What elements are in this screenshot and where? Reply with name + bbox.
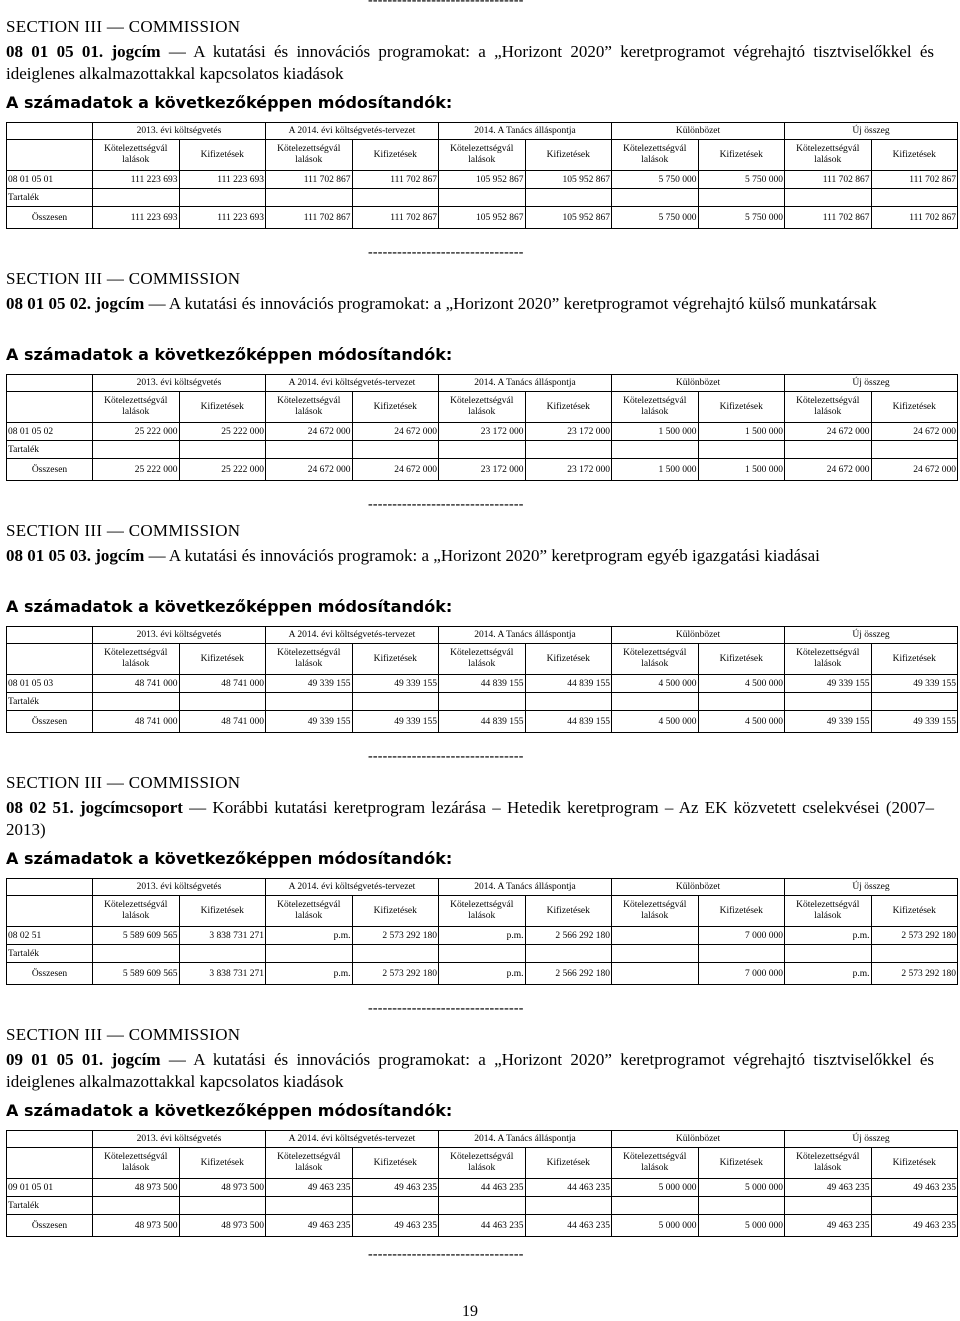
header-payments: Kifizetések [525, 896, 612, 927]
total-value: 48 741 000 [93, 711, 180, 733]
separator-dashes: -------------------------------- [368, 1001, 524, 1016]
cell-value: 48 741 000 [179, 675, 266, 693]
header-group: Új összeg [785, 123, 958, 140]
total-label: Összesen [7, 963, 93, 985]
section-title: SECTION III — COMMISSION [6, 269, 241, 288]
separator-dashes: -------------------------------- [368, 245, 524, 260]
total-value: 2 573 292 180 [871, 963, 958, 985]
budget-line-title: A kutatási és innovációs programokat: a „Horizont 2020” keretprogramot végrehajtó külső munkatársak [168, 294, 877, 313]
cell-value: 111 223 693 [93, 171, 180, 189]
budget-line-code: 09 01 05 01. [6, 1050, 104, 1069]
header-payments: Kifizetések [871, 140, 958, 171]
header-group: 2014. A Tanács álláspontja [439, 1131, 612, 1148]
header-corner [7, 896, 93, 927]
cell-value: 49 339 155 [352, 675, 439, 693]
total-value: 24 672 000 [352, 459, 439, 481]
total-value: 49 463 235 [871, 1215, 958, 1237]
total-value: 48 973 500 [179, 1215, 266, 1237]
total-value: 44 839 155 [439, 711, 526, 733]
total-value [612, 963, 699, 985]
header-group: A 2014. évi költségvetés-tervezet [266, 627, 439, 644]
total-value: 49 463 235 [785, 1215, 872, 1237]
cell-value: 49 339 155 [266, 675, 353, 693]
row-label: 08 02 51 [7, 927, 93, 945]
header-payments: Kifizetések [698, 644, 785, 675]
cell-value: 7 000 000 [698, 927, 785, 945]
table-row [7, 171, 958, 189]
budget-line-kind: jogcím [95, 546, 145, 565]
total-value: 49 339 155 [785, 711, 872, 733]
cell-value: 24 672 000 [871, 423, 958, 441]
total-value: 5 589 609 565 [93, 963, 180, 985]
cell-value: 48 973 500 [179, 1179, 266, 1197]
header-row-groups [7, 123, 958, 140]
cell-value: 5 750 000 [612, 171, 699, 189]
header-group: Különbözet [612, 123, 785, 140]
total-value: 4 500 000 [612, 711, 699, 733]
cell-value: 44 839 155 [439, 675, 526, 693]
header-row-groups [7, 1131, 958, 1148]
cell-value: 23 172 000 [525, 423, 612, 441]
total-value: 1 500 000 [698, 459, 785, 481]
total-label: Összesen [7, 711, 93, 733]
cell-value: 49 463 235 [871, 1179, 958, 1197]
header-group: 2013. évi költségvetés [93, 627, 266, 644]
budget-table [6, 1130, 958, 1237]
page-number: 19 [462, 1303, 478, 1320]
header-commitments: Kötelezettségvál lalások [785, 1148, 872, 1179]
reserve-row [7, 945, 958, 963]
header-row-groups [7, 627, 958, 644]
cell-value: 25 222 000 [93, 423, 180, 441]
budget-line-code: 08 01 05 02. [6, 294, 91, 313]
total-value: 23 172 000 [525, 459, 612, 481]
cell-value: 4 500 000 [612, 675, 699, 693]
header-corner [7, 375, 93, 392]
header-commitments: Kötelezettségvál lalások [785, 140, 872, 171]
header-payments: Kifizetések [352, 1148, 439, 1179]
cell-value: 111 702 867 [871, 171, 958, 189]
total-value: 111 702 867 [785, 207, 872, 229]
header-commitments: Kötelezettségvál lalások [612, 1148, 699, 1179]
total-value: 1 500 000 [612, 459, 699, 481]
total-value: p.m. [785, 963, 872, 985]
header-group: 2014. A Tanács álláspontja [439, 375, 612, 392]
modification-note: A számadatok a következőképpen módosítandók: [6, 1101, 453, 1120]
section-title: SECTION III — COMMISSION [6, 521, 241, 540]
total-value: 24 672 000 [785, 459, 872, 481]
header-commitments: Kötelezettségvál lalások [266, 140, 353, 171]
separator-dashes: -------------------------------- [368, 497, 524, 512]
header-group: A 2014. évi költségvetés-tervezet [266, 1131, 439, 1148]
header-payments: Kifizetések [179, 896, 266, 927]
cell-value: 25 222 000 [179, 423, 266, 441]
header-commitments: Kötelezettségvál lalások [439, 896, 526, 927]
reserve-row [7, 189, 958, 207]
header-row-sub [7, 140, 958, 171]
header-corner [7, 123, 93, 140]
header-payments: Kifizetések [179, 644, 266, 675]
budget-line-heading: 08 01 05 03. jogcím — A kutatási és innovációs programok: a „Horizont 2020” keretprogram egyéb igazgatási kiadásai [6, 546, 820, 565]
total-value: 111 702 867 [266, 207, 353, 229]
header-payments: Kifizetések [698, 1148, 785, 1179]
cell-value: 105 952 867 [439, 171, 526, 189]
budget-line-heading: 09 01 05 01. jogcím — A kutatási és innovációs programokat: a „Horizont 2020” keretprogramot végrehajtó tisztviselőkkel és ideiglenes alkalmazottakkal kapcsolatos kiadások [6, 1050, 935, 1091]
budget-line-title: Korábbi kutatási keretprogram lezárása – Hetedik keretprogram – Az EK közvetett cselekvései (2007–2013) [6, 798, 935, 839]
budget-line-code: 08 02 51. [6, 798, 74, 817]
header-commitments: Kötelezettségvál lalások [439, 140, 526, 171]
header-row-groups [7, 879, 958, 896]
total-value: 105 952 867 [439, 207, 526, 229]
header-commitments: Kötelezettségvál lalások [439, 1148, 526, 1179]
budget-line-kind: jogcímcsoport [80, 798, 183, 817]
cell-value: 44 463 235 [525, 1179, 612, 1197]
section-title: SECTION III — COMMISSION [6, 1025, 241, 1044]
reserve-row [7, 441, 958, 459]
cell-value: 5 750 000 [698, 171, 785, 189]
cell-value: 48 741 000 [93, 675, 180, 693]
total-value: 48 741 000 [179, 711, 266, 733]
header-group: Új összeg [785, 375, 958, 392]
budget-line-heading: 08 01 05 02. jogcím — A kutatási és innovációs programokat: a „Horizont 2020” keretprogramot végrehajtó külső munkatársak [6, 294, 877, 313]
cell-value: 24 672 000 [352, 423, 439, 441]
total-value: 105 952 867 [525, 207, 612, 229]
cell-value: 44 463 235 [439, 1179, 526, 1197]
header-commitments: Kötelezettségvál lalások [93, 644, 180, 675]
total-value: p.m. [266, 963, 353, 985]
header-commitments: Kötelezettségvál lalások [785, 896, 872, 927]
modification-note: A számadatok a következőképpen módosítandók: [6, 597, 453, 616]
header-payments: Kifizetések [871, 1148, 958, 1179]
header-corner [7, 1148, 93, 1179]
modification-note: A számadatok a következőképpen módosítandók: [6, 849, 453, 868]
header-row-sub [7, 644, 958, 675]
header-row-groups [7, 375, 958, 392]
total-label: Összesen [7, 459, 93, 481]
header-group: Új összeg [785, 879, 958, 896]
cell-value [612, 927, 699, 945]
total-value: 49 339 155 [871, 711, 958, 733]
section-title: SECTION III — COMMISSION [6, 773, 241, 792]
header-payments: Kifizetések [525, 392, 612, 423]
modification-note: A számadatok a következőképpen módosítandók: [6, 93, 453, 112]
total-value: 7 000 000 [698, 963, 785, 985]
total-value: 49 463 235 [266, 1215, 353, 1237]
total-value: 25 222 000 [93, 459, 180, 481]
cell-value: 49 463 235 [266, 1179, 353, 1197]
budget-line-kind: jogcím [111, 42, 161, 61]
total-value: 111 223 693 [93, 207, 180, 229]
header-commitments: Kötelezettségvál lalások [785, 392, 872, 423]
cell-value: p.m. [785, 927, 872, 945]
reserve-label: Tartalék [7, 441, 93, 459]
cell-value: 111 223 693 [179, 171, 266, 189]
cell-value: 24 672 000 [785, 423, 872, 441]
total-value: 44 463 235 [439, 1215, 526, 1237]
header-group: Különbözet [612, 1131, 785, 1148]
header-payments: Kifizetések [871, 896, 958, 927]
header-corner [7, 1131, 93, 1148]
header-commitments: Kötelezettségvál lalások [439, 644, 526, 675]
total-label: Összesen [7, 207, 93, 229]
header-payments: Kifizetések [525, 140, 612, 171]
total-row [7, 1215, 958, 1237]
budget-line-title: A kutatási és innovációs programok: a „Horizont 2020” keretprogram egyéb igazgatási kiadásai [168, 546, 820, 565]
budget-line-code: 08 01 05 03. [6, 546, 91, 565]
budget-line-code: 08 01 05 01. [6, 42, 104, 61]
header-corner [7, 392, 93, 423]
modification-note: A számadatok a következőképpen módosítandók: [6, 345, 453, 364]
header-group: Új összeg [785, 1131, 958, 1148]
cell-value: 23 172 000 [439, 423, 526, 441]
cell-value: 49 339 155 [785, 675, 872, 693]
header-commitments: Kötelezettségvál lalások [612, 392, 699, 423]
header-commitments: Kötelezettségvál lalások [266, 644, 353, 675]
total-value: 23 172 000 [439, 459, 526, 481]
header-commitments: Kötelezettségvál lalások [93, 1148, 180, 1179]
total-value: 111 223 693 [179, 207, 266, 229]
header-group: Különbözet [612, 627, 785, 644]
header-group: 2014. A Tanács álláspontja [439, 879, 612, 896]
header-commitments: Kötelezettségvál lalások [785, 644, 872, 675]
cell-value: 44 839 155 [525, 675, 612, 693]
header-group: 2013. évi költségvetés [93, 123, 266, 140]
total-value: p.m. [439, 963, 526, 985]
row-label: 09 01 05 01 [7, 1179, 93, 1197]
budget-table [6, 374, 958, 481]
total-value: 49 339 155 [266, 711, 353, 733]
cell-value: 48 973 500 [93, 1179, 180, 1197]
budget-line-title: A kutatási és innovációs programokat: a „Horizont 2020” keretprogramot végrehajtó tisztviselőkkel és ideiglenes alkalmazottakkal kapcsolatos kiadások [6, 42, 935, 83]
reserve-label: Tartalék [7, 693, 93, 711]
header-group: Új összeg [785, 627, 958, 644]
total-value: 49 339 155 [352, 711, 439, 733]
row-label: 08 01 05 01 [7, 171, 93, 189]
header-corner [7, 644, 93, 675]
header-payments: Kifizetések [352, 644, 439, 675]
header-group: 2013. évi költségvetés [93, 879, 266, 896]
budget-line-heading: 08 01 05 01. jogcím — A kutatási és innovációs programokat: a „Horizont 2020” keretprogramot végrehajtó tisztviselőkkel és ideiglenes alkalmazottakkal kapcsolatos kiadások [6, 42, 935, 83]
total-value: 44 463 235 [525, 1215, 612, 1237]
header-corner [7, 140, 93, 171]
total-value: 111 702 867 [352, 207, 439, 229]
cell-value: 4 500 000 [698, 675, 785, 693]
header-commitments: Kötelezettségvál lalások [612, 644, 699, 675]
header-commitments: Kötelezettségvál lalások [266, 896, 353, 927]
cell-value: 3 838 731 271 [179, 927, 266, 945]
cell-value: 49 463 235 [785, 1179, 872, 1197]
budget-line-kind: jogcím [95, 294, 145, 313]
header-group: A 2014. évi költségvetés-tervezet [266, 123, 439, 140]
header-payments: Kifizetések [698, 896, 785, 927]
header-payments: Kifizetések [525, 644, 612, 675]
header-row-sub [7, 392, 958, 423]
header-payments: Kifizetések [871, 392, 958, 423]
header-group: A 2014. évi költségvetés-tervezet [266, 375, 439, 392]
total-value: 4 500 000 [698, 711, 785, 733]
header-corner [7, 879, 93, 896]
header-row-sub [7, 896, 958, 927]
header-commitments: Kötelezettségvál lalások [612, 896, 699, 927]
header-group: Különbözet [612, 879, 785, 896]
cell-value: 49 339 155 [871, 675, 958, 693]
header-commitments: Kötelezettségvál lalások [612, 140, 699, 171]
reserve-label: Tartalék [7, 945, 93, 963]
header-group: Különbözet [612, 375, 785, 392]
reserve-row [7, 693, 958, 711]
cell-value: 5 000 000 [612, 1179, 699, 1197]
cell-value: 1 500 000 [612, 423, 699, 441]
total-row [7, 963, 958, 985]
header-payments: Kifizetések [525, 1148, 612, 1179]
table-row [7, 675, 958, 693]
total-value: 49 463 235 [352, 1215, 439, 1237]
table-row [7, 423, 958, 441]
cell-value: 24 672 000 [266, 423, 353, 441]
header-commitments: Kötelezettségvál lalások [266, 1148, 353, 1179]
header-commitments: Kötelezettségvál lalások [93, 896, 180, 927]
total-row [7, 207, 958, 229]
cell-value: 111 702 867 [266, 171, 353, 189]
header-payments: Kifizetések [179, 1148, 266, 1179]
separator-dashes: -------------------------------- [368, 749, 524, 764]
separator-dashes: -------------------------------- [368, 1247, 524, 1262]
budget-table [6, 626, 958, 733]
table-row [7, 1179, 958, 1197]
header-commitments: Kötelezettségvál lalások [266, 392, 353, 423]
header-group: 2014. A Tanács álláspontja [439, 627, 612, 644]
cell-value: 2 573 292 180 [352, 927, 439, 945]
cell-value: p.m. [439, 927, 526, 945]
total-value: 5 750 000 [698, 207, 785, 229]
table-row [7, 927, 958, 945]
total-value: 5 000 000 [612, 1215, 699, 1237]
header-payments: Kifizetések [352, 392, 439, 423]
total-value: 3 838 731 271 [179, 963, 266, 985]
total-value: 5 000 000 [698, 1215, 785, 1237]
header-corner [7, 627, 93, 644]
row-label: 08 01 05 02 [7, 423, 93, 441]
total-value: 48 973 500 [93, 1215, 180, 1237]
total-value: 24 672 000 [871, 459, 958, 481]
header-commitments: Kötelezettségvál lalások [93, 392, 180, 423]
budget-table [6, 122, 958, 229]
reserve-row [7, 1197, 958, 1215]
total-value: 2 573 292 180 [352, 963, 439, 985]
header-group: 2014. A Tanács álláspontja [439, 123, 612, 140]
header-payments: Kifizetések [352, 140, 439, 171]
header-row-sub [7, 1148, 958, 1179]
cell-value: 1 500 000 [698, 423, 785, 441]
header-payments: Kifizetések [179, 392, 266, 423]
section-title: SECTION III — COMMISSION [6, 17, 241, 36]
cell-value: 49 463 235 [352, 1179, 439, 1197]
total-value: 2 566 292 180 [525, 963, 612, 985]
header-group: 2013. évi költségvetés [93, 375, 266, 392]
row-label: 08 01 05 03 [7, 675, 93, 693]
header-payments: Kifizetések [179, 140, 266, 171]
header-payments: Kifizetések [698, 392, 785, 423]
header-payments: Kifizetések [698, 140, 785, 171]
header-group: 2013. évi költségvetés [93, 1131, 266, 1148]
total-value: 44 839 155 [525, 711, 612, 733]
total-value: 24 672 000 [266, 459, 353, 481]
total-value: 25 222 000 [179, 459, 266, 481]
cell-value: 2 566 292 180 [525, 927, 612, 945]
budget-line-title: A kutatási és innovációs programokat: a „Horizont 2020” keretprogramot végrehajtó tisztviselőkkel és ideiglenes alkalmazottakkal kapcsolatos kiadások [6, 1050, 935, 1091]
cell-value: 5 000 000 [698, 1179, 785, 1197]
header-group: A 2014. évi költségvetés-tervezet [266, 879, 439, 896]
total-value: 111 702 867 [871, 207, 958, 229]
cell-value: 5 589 609 565 [93, 927, 180, 945]
cell-value: 105 952 867 [525, 171, 612, 189]
total-value: 5 750 000 [612, 207, 699, 229]
header-payments: Kifizetések [352, 896, 439, 927]
reserve-label: Tartalék [7, 189, 93, 207]
cell-value: 111 702 867 [352, 171, 439, 189]
header-payments: Kifizetések [871, 644, 958, 675]
cell-value: 2 573 292 180 [871, 927, 958, 945]
header-commitments: Kötelezettségvál lalások [93, 140, 180, 171]
total-row [7, 711, 958, 733]
budget-line-kind: jogcím [111, 1050, 161, 1069]
cell-value: p.m. [266, 927, 353, 945]
separator-dashes: -------------------------------- [368, 0, 524, 8]
budget-line-heading: 08 02 51. jogcímcsoport — Korábbi kutatási keretprogram lezárása – Hetedik keretprogram – Az EK közvetett cselekvései (2007–2013) [6, 798, 935, 839]
budget-table [6, 878, 958, 985]
cell-value: 111 702 867 [785, 171, 872, 189]
header-commitments: Kötelezettségvál lalások [439, 392, 526, 423]
reserve-label: Tartalék [7, 1197, 93, 1215]
total-label: Összesen [7, 1215, 93, 1237]
total-row [7, 459, 958, 481]
